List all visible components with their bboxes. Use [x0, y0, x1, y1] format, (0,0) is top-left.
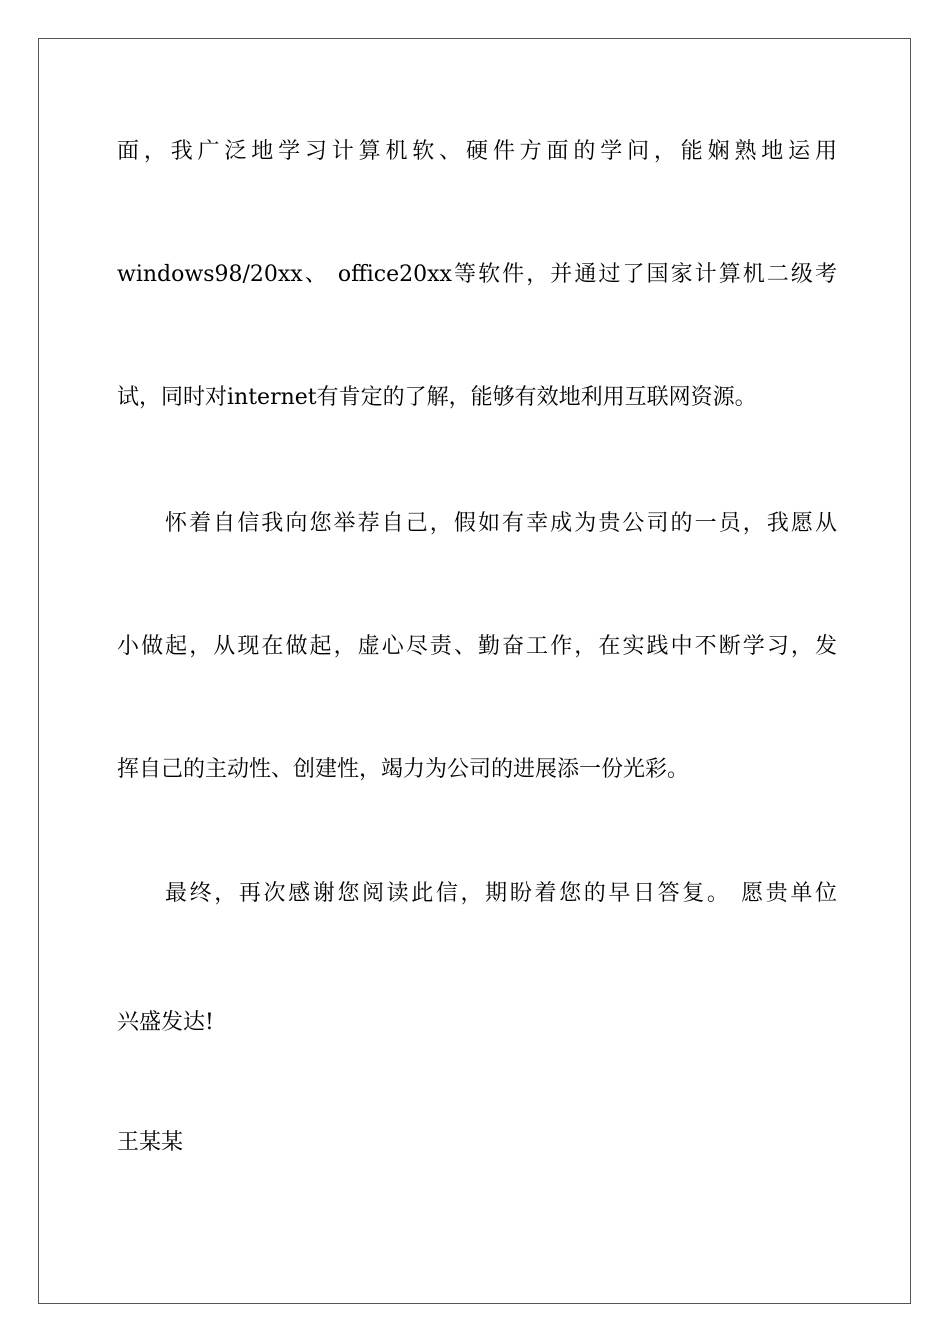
- paragraph-line: 兴盛发达!: [117, 1010, 214, 1035]
- paragraph-line: 挥自己的主动性、创建性，竭力为公司的进展添一份光彩。: [117, 757, 690, 782]
- paragraph-line: 最终，再次感谢您阅读此信，期盼着您的早日答复。 愿贵单位: [165, 881, 837, 906]
- signature-name: 王某某: [117, 1130, 184, 1155]
- paragraph-line: 面，我广泛地学习计算机软、硬件方面的学问，能娴熟地运用: [117, 139, 837, 164]
- paragraph-line: 怀着自信我向您举荐自己，假如有幸成为贵公司的一员，我愿从: [165, 511, 837, 536]
- paragraph-line: 试，同时对internet有肯定的了解，能够有效地利用互联网资源。: [117, 385, 757, 410]
- paragraph-line: 小做起，从现在做起，虚心尽责、勤奋工作，在实践中不断学习，发: [117, 634, 837, 659]
- page-border: [38, 38, 911, 1304]
- paragraph-line: windows98/20xx、 office20xx等软件，并通过了国家计算机二级考: [117, 262, 837, 287]
